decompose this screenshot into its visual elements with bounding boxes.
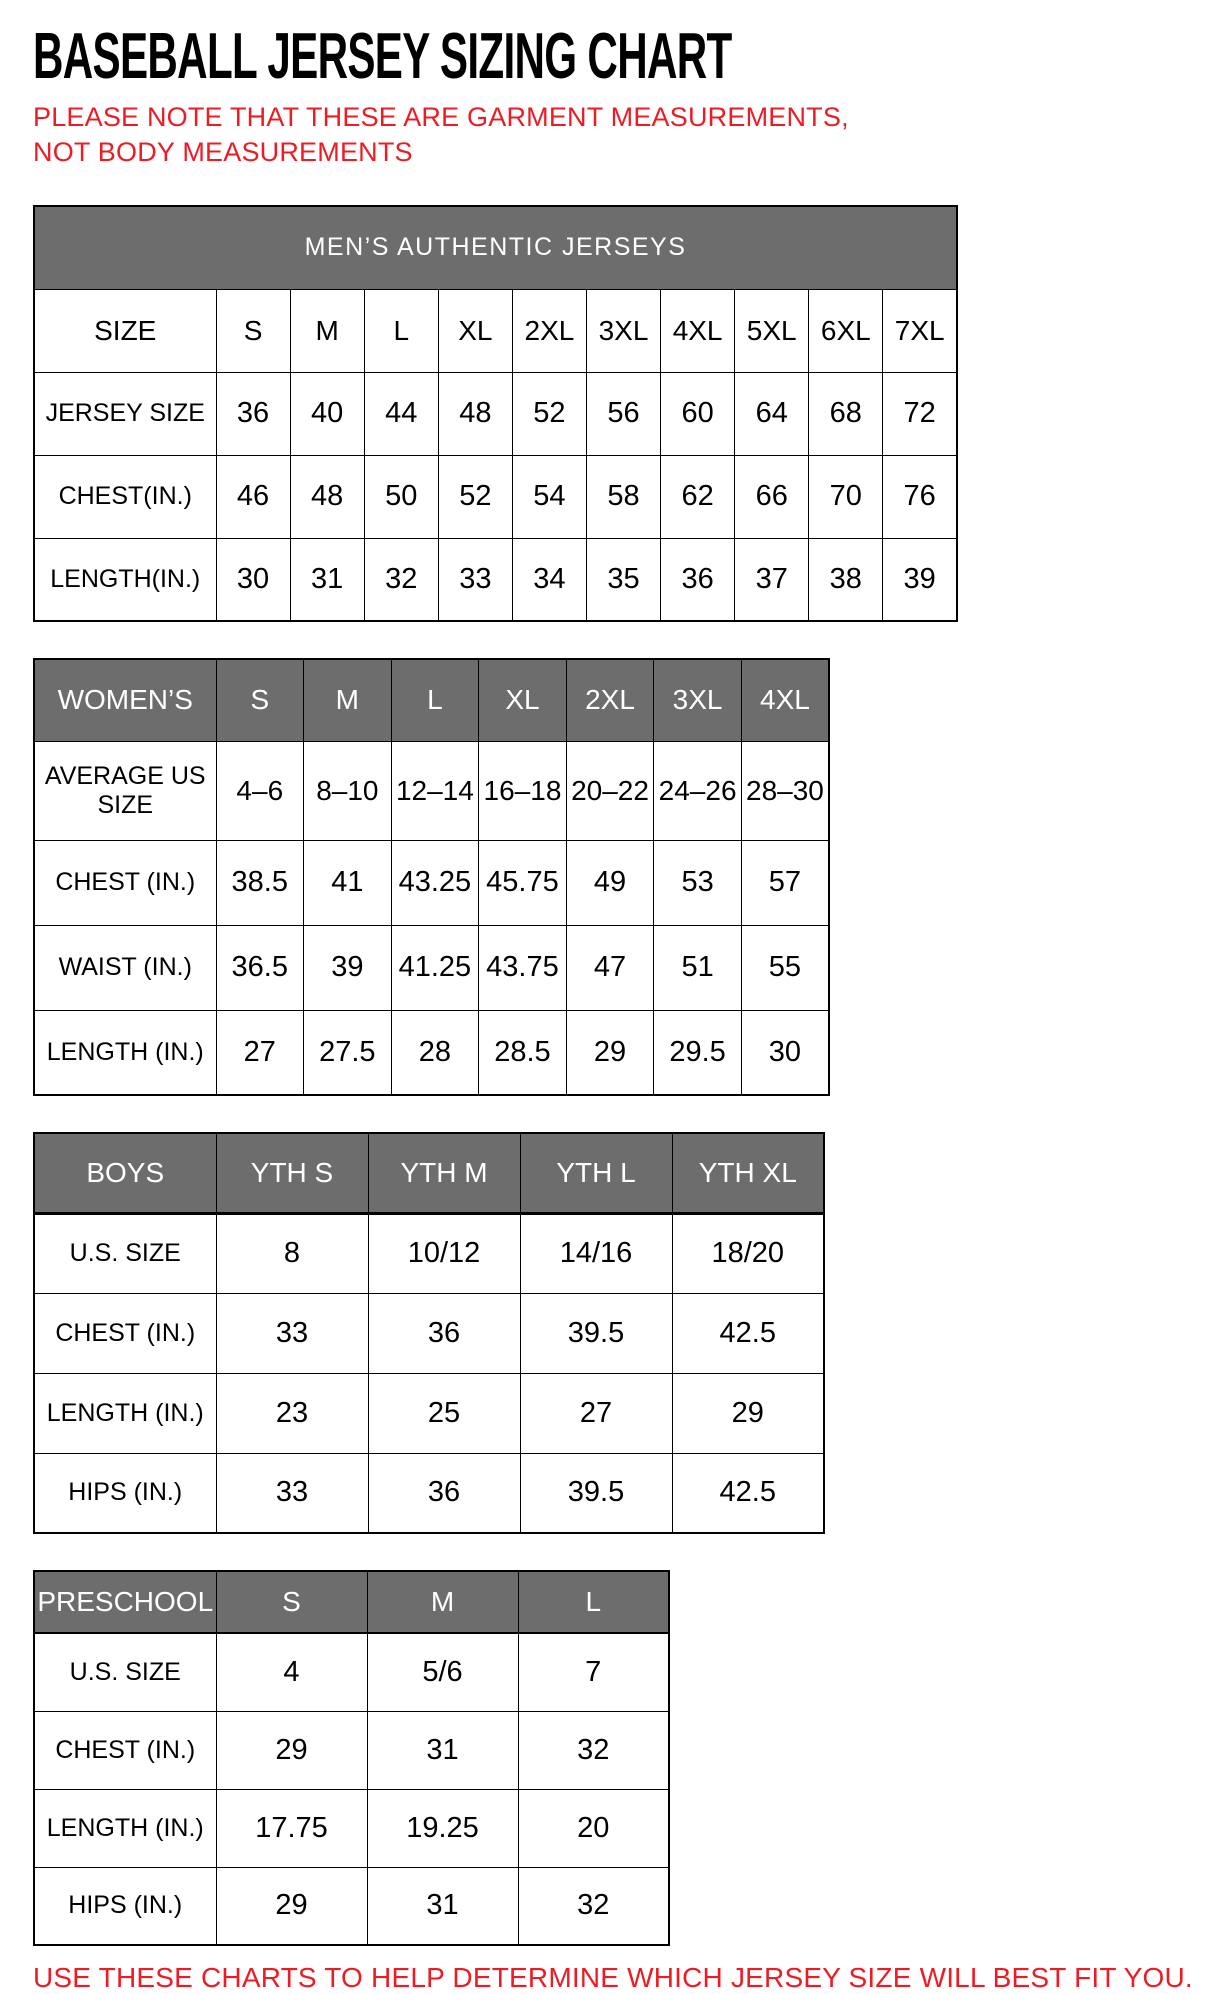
size-value: 28–30: [741, 741, 829, 840]
size-value: 10/12: [368, 1213, 520, 1293]
column-header: YTH XL: [672, 1133, 824, 1213]
size-value: 29: [672, 1373, 824, 1453]
size-value: 66: [735, 455, 809, 538]
column-header: XL: [479, 659, 567, 741]
size-value: 4: [216, 1633, 367, 1711]
table-title-cell: BOYS: [34, 1133, 216, 1213]
column-header: YTH M: [368, 1133, 520, 1213]
column-header: L: [364, 289, 438, 372]
size-value: 14/16: [520, 1213, 672, 1293]
size-value: 32: [364, 538, 438, 621]
size-value: 42.5: [672, 1453, 824, 1533]
size-value: 31: [290, 538, 364, 621]
size-value: 64: [735, 372, 809, 455]
womens-sizing-table: [33, 658, 830, 1096]
size-value: 41: [304, 840, 392, 925]
size-value: 8–10: [304, 741, 392, 840]
size-value: 72: [883, 372, 957, 455]
size-value: 68: [809, 372, 883, 455]
size-value: 62: [661, 455, 735, 538]
column-header: YTH L: [520, 1133, 672, 1213]
size-value: 45.75: [479, 840, 567, 925]
column-header: S: [216, 289, 290, 372]
size-value: 17.75: [216, 1789, 367, 1867]
size-value: 36: [216, 372, 290, 455]
size-value: 37: [735, 538, 809, 621]
size-value: 27.5: [304, 1010, 392, 1095]
column-header: 4XL: [661, 289, 735, 372]
size-value: 28: [391, 1010, 479, 1095]
size-value: 12–14: [391, 741, 479, 840]
size-value: 48: [438, 372, 512, 455]
size-value: 51: [654, 925, 742, 1010]
size-value: 40: [290, 372, 364, 455]
size-value: 16–18: [479, 741, 567, 840]
preschool-sizing-table: [33, 1570, 670, 1946]
row-label: HIPS (IN.): [34, 1453, 216, 1533]
size-value: 8: [216, 1213, 368, 1293]
size-value: 43.25: [391, 840, 479, 925]
size-value: 24–26: [654, 741, 742, 840]
row-label: JERSEY SIZE: [34, 372, 216, 455]
row-label: LENGTH (IN.): [34, 1789, 216, 1867]
row-label: U.S. SIZE: [34, 1213, 216, 1293]
size-value: 32: [518, 1711, 669, 1789]
size-value: 20–22: [566, 741, 654, 840]
size-value: 44: [364, 372, 438, 455]
column-header: M: [304, 659, 392, 741]
row-label: AVERAGE US SIZE: [34, 741, 216, 840]
size-value: 31: [367, 1867, 518, 1945]
size-value: 76: [883, 455, 957, 538]
size-value: 38.5: [216, 840, 304, 925]
size-value: 36: [661, 538, 735, 621]
size-value: 55: [741, 925, 829, 1010]
size-value: 34: [512, 538, 586, 621]
size-value: 41.25: [391, 925, 479, 1010]
row-label: CHEST (IN.): [34, 1293, 216, 1373]
column-header: 2XL: [512, 289, 586, 372]
size-value: 28.5: [479, 1010, 567, 1095]
page-title-text: BASEBALL JERSEY SIZING CHART: [33, 20, 732, 93]
column-header: L: [391, 659, 479, 741]
row-label: LENGTH (IN.): [34, 1373, 216, 1453]
size-value: 31: [367, 1711, 518, 1789]
size-value: 33: [216, 1293, 368, 1373]
size-value: 25: [368, 1373, 520, 1453]
mens-sizing-table: [33, 205, 958, 622]
column-header: 3XL: [586, 289, 660, 372]
column-header: YTH S: [216, 1133, 368, 1213]
row-label: LENGTH(IN.): [34, 538, 216, 621]
size-value: 33: [216, 1453, 368, 1533]
size-value: 56: [586, 372, 660, 455]
size-value: 29: [566, 1010, 654, 1095]
size-value: 43.75: [479, 925, 567, 1010]
size-value: 36.5: [216, 925, 304, 1010]
row-label: CHEST (IN.): [34, 1711, 216, 1789]
row-label: WAIST (IN.): [34, 925, 216, 1010]
size-value: 39.5: [520, 1453, 672, 1533]
size-value: 23: [216, 1373, 368, 1453]
column-header: M: [290, 289, 364, 372]
size-value: 20: [518, 1789, 669, 1867]
size-value: 7: [518, 1633, 669, 1711]
row-label: CHEST(IN.): [34, 455, 216, 538]
column-header: 2XL: [566, 659, 654, 741]
size-value: 36: [368, 1293, 520, 1373]
boys-sizing-table: [33, 1132, 825, 1534]
garment-measurement-note: PLEASE NOTE THAT THESE ARE GARMENT MEASUREMENTS, NOT BODY MEASUREMENTS: [33, 102, 849, 167]
row-label: LENGTH (IN.): [34, 1010, 216, 1095]
size-value: 58: [586, 455, 660, 538]
size-value: 57: [741, 840, 829, 925]
page-title: [33, 20, 1220, 93]
size-value: 18/20: [672, 1213, 824, 1293]
size-value: 29.5: [654, 1010, 742, 1095]
row-label: HIPS (IN.): [34, 1867, 216, 1945]
column-header: S: [216, 1571, 367, 1633]
size-value: 33: [438, 538, 512, 621]
size-value: 52: [512, 372, 586, 455]
column-header: 5XL: [735, 289, 809, 372]
size-value: 70: [809, 455, 883, 538]
size-value: 39: [883, 538, 957, 621]
column-header: XL: [438, 289, 512, 372]
column-header: 4XL: [741, 659, 829, 741]
size-value: 39: [304, 925, 392, 1010]
column-header: 3XL: [654, 659, 742, 741]
size-value: 47: [566, 925, 654, 1010]
size-value: 52: [438, 455, 512, 538]
fit-advice-note: USE THESE CHARTS TO HELP DETERMINE WHICH JERSEY SIZE WILL BEST FIT YOU.: [33, 1962, 1193, 1994]
table-banner: MEN’S AUTHENTIC JERSEYS: [34, 206, 957, 289]
size-value: 60: [661, 372, 735, 455]
column-header: 7XL: [883, 289, 957, 372]
size-value: 35: [586, 538, 660, 621]
column-header: 6XL: [809, 289, 883, 372]
size-value: 29: [216, 1867, 367, 1945]
size-value: 54: [512, 455, 586, 538]
size-value: 30: [741, 1010, 829, 1095]
size-value: 5/6: [367, 1633, 518, 1711]
size-value: 19.25: [367, 1789, 518, 1867]
column-header: S: [216, 659, 304, 741]
size-value: 38: [809, 538, 883, 621]
table-title-cell: SIZE: [34, 289, 216, 372]
table-title-cell: WOMEN’S: [34, 659, 216, 741]
size-value: 49: [566, 840, 654, 925]
column-header: L: [518, 1571, 669, 1633]
size-value: 46: [216, 455, 290, 538]
table-title-cell: PRESCHOOL: [34, 1571, 216, 1633]
size-value: 27: [216, 1010, 304, 1095]
size-value: 53: [654, 840, 742, 925]
size-value: 48: [290, 455, 364, 538]
size-value: 32: [518, 1867, 669, 1945]
size-value: 42.5: [672, 1293, 824, 1373]
size-value: 36: [368, 1453, 520, 1533]
size-value: 4–6: [216, 741, 304, 840]
size-value: 27: [520, 1373, 672, 1453]
size-value: 39.5: [520, 1293, 672, 1373]
column-header: M: [367, 1571, 518, 1633]
row-label: U.S. SIZE: [34, 1633, 216, 1711]
size-value: 50: [364, 455, 438, 538]
row-label: CHEST (IN.): [34, 840, 216, 925]
size-value: 29: [216, 1711, 367, 1789]
size-value: 30: [216, 538, 290, 621]
